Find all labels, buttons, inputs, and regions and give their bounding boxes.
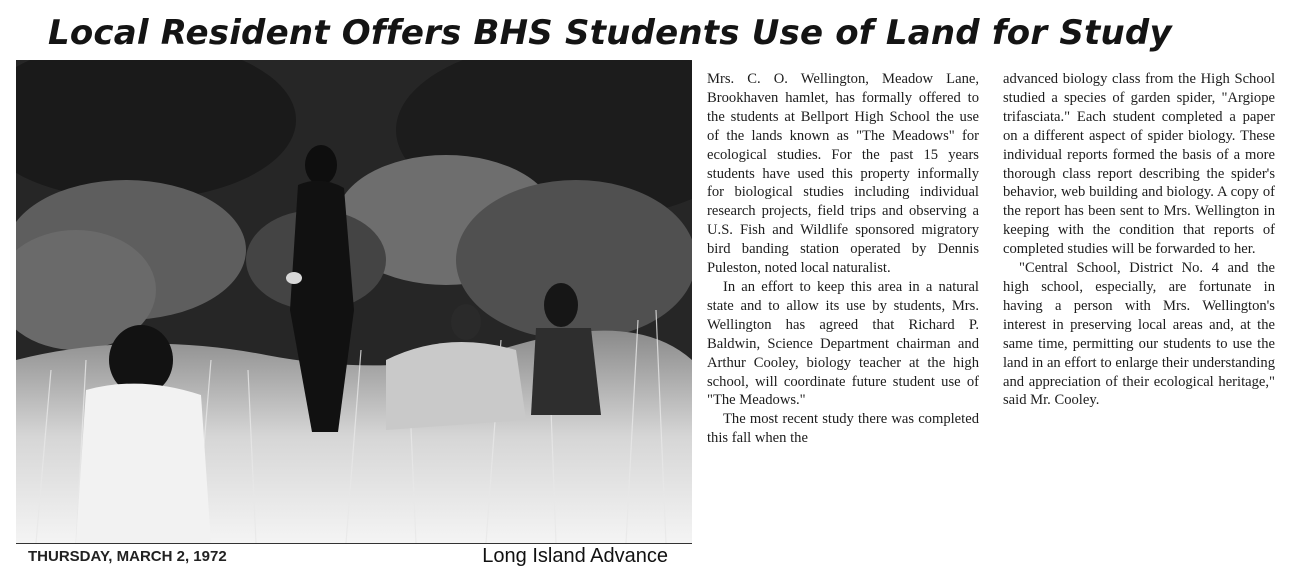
meadow-photo [16,60,692,543]
article-paragraph: The most recent study there was completed this fall when the [707,411,979,447]
article-paragraph: In an effort to keep this area in a natural state and to allow its use by students, Mrs. Wellington has agreed that Richard P. Baldwin, Science Department chairman and Arthur Cooley, biology teacher at the high school, will coordinate future student use of "The Meadows." [707,278,979,409]
publication-date: THURSDAY, MARCH 2, 1972 [28,548,227,565]
article-column-2 [1003,70,1275,575]
article-paragraph: "Central School, District No. 4 and the high school, especially, are fortunate in having a person with Mrs. Wellington's interest in preserving local areas and, at the same time, permitting our students to use the land in an effort to enlarge their understanding and appreciation of their ecological heritage," said Mr. Cooley. [1003,260,1275,409]
article-paragraph: advanced biology class from the High School studied a species of garden spider, "Argiope trifasciata." Each student completed a paper on a different aspect of spider biology. These individual reports formed the basis of a more thorough class report describing the spider's behavior, web building and biology. A copy of the report has been sent to Mrs. Wellington in keeping with the condition that reports of completed studies will be forwarded to her. [1003,71,1275,258]
photo-caption-bar [16,543,692,572]
article-column-1 [707,70,979,575]
headline: Local Resident Offers BHS Students Use of Land for Study [48,13,1172,53]
newspaper-name: Long Island Advance [482,545,668,567]
article-paragraph: Mrs. C. O. Wellington, Meadow Lane, Brookhaven hamlet, has formally offered to the students at Bellport High School the use of the lands known as "The Meadows" for ecological studies. For the past 15 years students have used this property informally for biological studies including individual research projects, field trips and observing a U.S. Fish and Wildlife sponsored migratory bird banding station operated by Dennis Puleston, noted local naturalist. [707,71,979,277]
